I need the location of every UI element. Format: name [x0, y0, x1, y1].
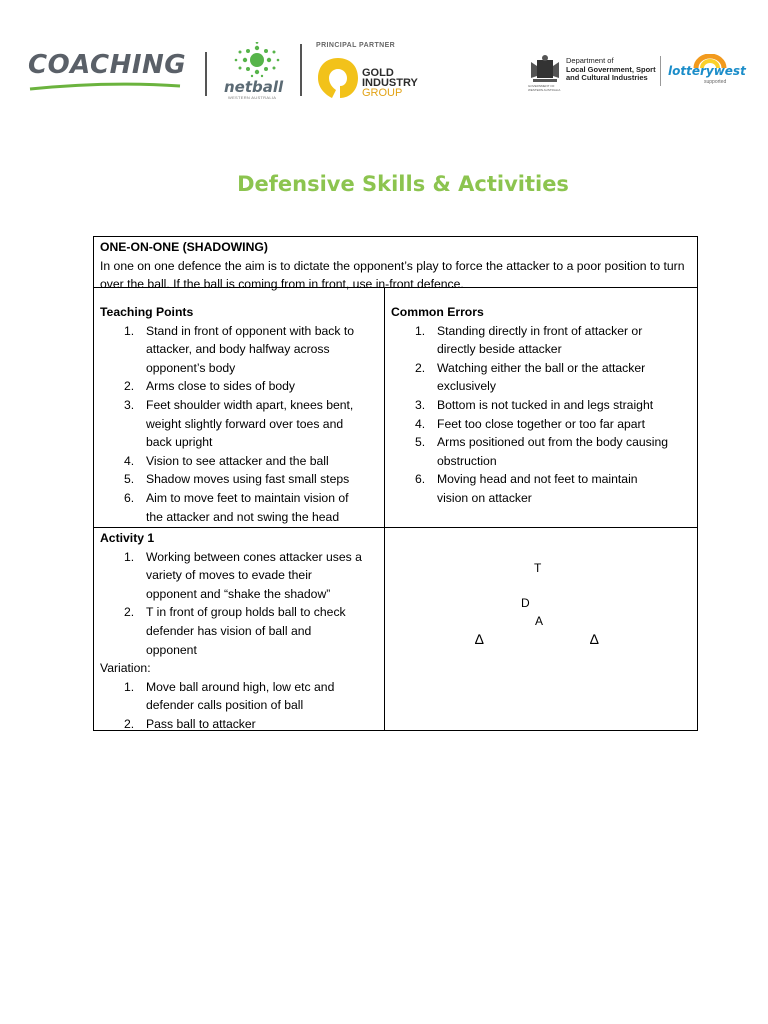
activity-row — [94, 528, 697, 730]
list-item — [100, 603, 378, 659]
list-item-number: 2. — [124, 716, 135, 731]
gold-industry-group-logo — [316, 56, 426, 100]
list-item-text: Watching either the ball or the attacker — [437, 360, 646, 375]
netball-logo-text: netball — [224, 78, 284, 96]
coaching-swoosh-icon — [28, 80, 183, 92]
list-item-number: 6. — [124, 490, 135, 505]
common-errors-list — [391, 322, 691, 508]
logo-divider — [660, 56, 661, 86]
cone-icon: ∆ — [590, 631, 599, 647]
teaching-points-list — [100, 322, 378, 527]
list-item-number: 4. — [415, 416, 426, 431]
list-item-text: Working between cones attacker uses a — [146, 549, 362, 564]
list-item-text: Feet shoulder width apart, knees bent, — [146, 397, 354, 412]
principal-partner-label: PRINCIPAL PARTNER — [316, 42, 396, 49]
dept-logo-text: Department of Local Government, Sport and Cultural Industries — [566, 56, 656, 82]
list-item — [391, 470, 691, 507]
netball-logo — [222, 42, 292, 100]
logo-divider — [205, 52, 207, 96]
points-row — [94, 288, 697, 528]
list-item-text: Shadow moves using fast small steps — [146, 472, 350, 487]
list-item — [100, 377, 378, 396]
list-item-number: 2. — [415, 360, 426, 375]
list-item-number: 3. — [124, 397, 135, 412]
list-item-text: Stand in front of opponent with back to — [146, 323, 355, 338]
list-item — [391, 359, 691, 396]
list-item — [391, 322, 691, 359]
list-item — [100, 548, 378, 604]
list-item-text: Move ball around high, low etc and — [146, 679, 335, 694]
gold-logo-text: GOLD INDUSTRY GROUP — [362, 67, 418, 99]
list-item — [100, 452, 378, 471]
section-intro: In one on one defence the aim is to dictate the opponent’s play to force the attacker to a poor position to turn over the ball. If the ball is coming from in front, use in-front defence. — [100, 258, 685, 292]
list-item-text: Feet too close together or too far apart — [437, 416, 645, 431]
list-item — [391, 415, 691, 434]
list-item — [100, 322, 378, 378]
department-logo — [526, 54, 666, 92]
list-item-text: variety of moves to evade their — [146, 568, 312, 583]
list-item — [391, 396, 691, 415]
intro-row — [94, 237, 697, 292]
list-item-number: 3. — [415, 397, 426, 412]
lotterywest-logo — [666, 54, 746, 90]
list-item-number: 1. — [415, 323, 426, 338]
netball-logo-subtext: WESTERN AUSTRALIA — [228, 95, 277, 100]
page-header — [0, 0, 768, 110]
cone-icon: ∆ — [475, 631, 484, 647]
list-item-text: defender has vision of ball and — [146, 623, 312, 638]
dept-logo-subtext: GOVERNMENT OF WESTERN AUSTRALIA — [528, 84, 561, 92]
diagram-label-attacker: A — [535, 614, 544, 628]
list-item-number: 1. — [124, 679, 135, 694]
list-item-text: directly beside attacker — [437, 342, 562, 357]
list-item-number: 5. — [415, 435, 426, 450]
list-item-text: opponent’s body — [146, 360, 236, 375]
lotterywest-logo-text: lotterywest — [668, 64, 746, 78]
section-heading: ONE-ON-ONE (SHADOWING) — [100, 240, 268, 254]
list-item-number: 1. — [124, 323, 135, 338]
list-item — [100, 715, 378, 734]
list-item-text: Moving head and not feet to maintain — [437, 472, 638, 487]
teaching-points-heading: Teaching Points — [100, 305, 194, 319]
list-item — [100, 678, 378, 715]
activity-list — [100, 548, 378, 660]
list-item-text: defender calls position of ball — [146, 698, 304, 713]
diagram-label-thrower: T — [534, 561, 542, 575]
list-item-text: the attacker and not swing the head — [146, 509, 340, 524]
list-item — [100, 470, 378, 489]
list-item-number: 5. — [124, 472, 135, 487]
lotterywest-subtext: supported — [704, 79, 727, 85]
list-item-text: Arms positioned out from the body causing — [437, 435, 669, 450]
activity-cell — [94, 528, 385, 730]
list-item-number: 4. — [124, 453, 135, 468]
list-item-number: 1. — [124, 549, 135, 564]
coaching-logo-text: COACHING — [28, 50, 187, 80]
page-title: Defensive Skills & Activities — [237, 172, 569, 196]
drill-diagram — [391, 529, 691, 730]
list-item-text: Aim to move feet to maintain vision of — [146, 490, 349, 505]
variation-list — [100, 678, 378, 734]
list-item-number: 6. — [415, 472, 426, 487]
diagram-label-defender: D — [521, 596, 530, 610]
list-item — [100, 489, 378, 526]
common-errors-cell — [385, 288, 697, 527]
list-item-text: Standing directly in front of attacker or — [437, 323, 643, 338]
variation-label: Variation: — [100, 661, 151, 676]
list-item-text: T in front of group holds ball to check — [146, 605, 346, 620]
list-item-text: opponent — [146, 642, 197, 657]
coaching-logo — [28, 50, 188, 94]
list-item — [391, 433, 691, 470]
list-item-text: weight slightly forward over toes and — [146, 416, 344, 431]
common-errors-heading: Common Errors — [391, 305, 484, 319]
list-item-text: obstruction — [437, 453, 497, 468]
diagram-cell — [385, 528, 697, 730]
list-item-text: Vision to see attacker and the ball — [146, 453, 329, 468]
gold-nugget-icon — [316, 56, 360, 100]
list-item — [100, 396, 378, 452]
list-item-text: Arms close to sides of body — [146, 379, 296, 394]
netball-ball-icon — [222, 42, 292, 82]
list-item-number: 2. — [124, 379, 135, 394]
list-item-text: Bottom is not tucked in and legs straight — [437, 397, 654, 412]
list-item-text: back upright — [146, 435, 213, 450]
teaching-points-cell — [94, 288, 385, 527]
list-item-text: vision on attacker — [437, 490, 532, 505]
activity-heading: Activity 1 — [100, 531, 155, 545]
list-item-text: opponent and “shake the shadow” — [146, 586, 331, 601]
skills-table — [93, 236, 698, 731]
list-item-text: attacker, and body halfway across — [146, 342, 330, 357]
list-item-number: 2. — [124, 605, 135, 620]
list-item-text: exclusively — [437, 379, 496, 394]
logo-divider — [300, 44, 302, 96]
list-item-text: Pass ball to attacker — [146, 716, 256, 731]
wa-crest-icon — [526, 54, 564, 84]
